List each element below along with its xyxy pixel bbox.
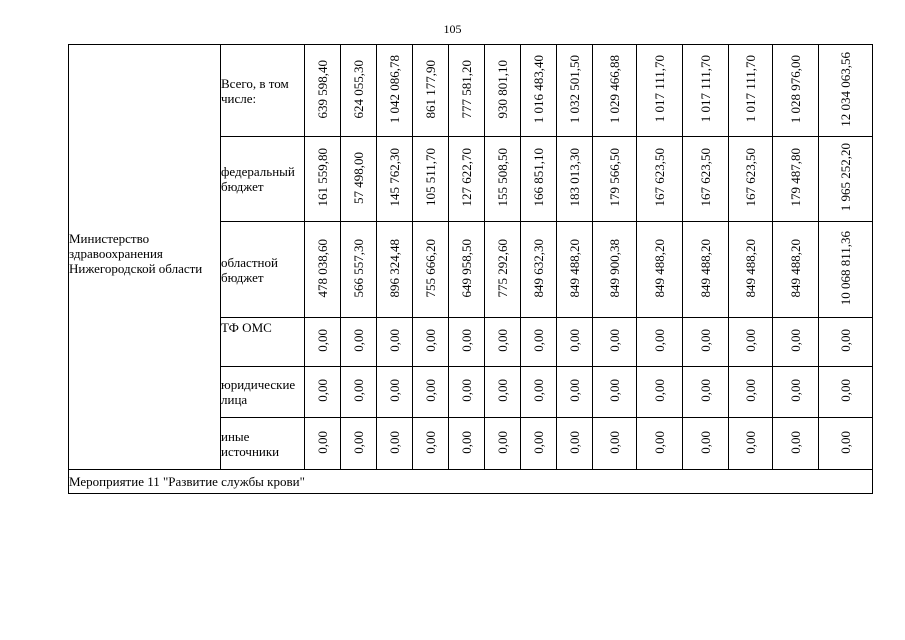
value-text: 0,00 (607, 329, 622, 352)
value-cell (637, 137, 683, 222)
value-text: 166 851,10 (531, 148, 546, 207)
value-text: 0,00 (652, 379, 667, 402)
organization-cell (69, 45, 221, 470)
value-text: 0,00 (351, 329, 366, 352)
value-text: 0,00 (495, 329, 510, 352)
value-cell (305, 222, 341, 318)
value-text: 145 762,30 (387, 148, 402, 207)
value-text: 0,00 (743, 379, 758, 402)
value-text: 0,00 (838, 329, 853, 352)
value-text: 0,00 (315, 329, 330, 352)
value-cell (773, 137, 819, 222)
value-text: 849 488,20 (743, 238, 758, 298)
value-text: 0,00 (531, 430, 546, 454)
value-cell (449, 367, 485, 418)
value-text: 57 498,00 (351, 151, 366, 204)
value-text: 0,00 (495, 379, 510, 402)
value-cell (449, 418, 485, 470)
value-cell (485, 222, 521, 318)
value-cell (449, 137, 485, 222)
value-cell (413, 367, 449, 418)
value-cell (557, 318, 593, 367)
value-cell (341, 318, 377, 367)
value-text: 0,00 (315, 430, 330, 454)
value-cell (485, 318, 521, 367)
value-text: 0,00 (788, 430, 803, 454)
value-cell (377, 318, 413, 367)
value-text: 167 623,50 (652, 148, 667, 207)
value-text: 0,00 (567, 329, 582, 352)
value-cell (729, 222, 773, 318)
value-text: 0,00 (743, 329, 758, 352)
event-title: Мероприятие 11 "Развитие службы крови" (69, 470, 873, 494)
value-text: 849 632,30 (531, 238, 546, 298)
value-cell (521, 222, 557, 318)
value-cell (729, 318, 773, 367)
value-text: 0,00 (788, 379, 803, 402)
value-cell (305, 367, 341, 418)
funding-source-label: федеральный бюджет (221, 137, 305, 222)
value-text: 896 324,48 (387, 238, 402, 298)
value-cell (485, 45, 521, 137)
value-cell (557, 367, 593, 418)
value-cell (377, 137, 413, 222)
value-text: 0,00 (652, 329, 667, 352)
value-text: 755 666,20 (423, 238, 438, 298)
value-text: 105 511,70 (423, 148, 438, 207)
value-text: 0,00 (459, 430, 474, 454)
value-text: 1 032 501,50 (567, 54, 582, 124)
value-cell (377, 222, 413, 318)
value-text: 849 900,38 (607, 238, 622, 298)
value-text: 775 292,60 (495, 238, 510, 298)
value-text: 167 623,50 (698, 148, 713, 207)
value-cell (377, 418, 413, 470)
value-text: 0,00 (531, 329, 546, 352)
value-text: 12 034 063,56 (838, 51, 853, 127)
value-cell (729, 367, 773, 418)
value-text: 0,00 (423, 379, 438, 402)
value-cell (413, 222, 449, 318)
value-cell (377, 367, 413, 418)
value-cell (413, 318, 449, 367)
value-text: 0,00 (607, 430, 622, 454)
event-row (69, 470, 873, 494)
value-text: 0,00 (652, 430, 667, 454)
value-text: 1 017 111,70 (743, 55, 758, 123)
value-cell (819, 137, 873, 222)
value-cell (593, 222, 637, 318)
value-text: 0,00 (423, 430, 438, 454)
value-cell (683, 222, 729, 318)
value-text: 849 488,20 (788, 238, 803, 298)
value-text: 0,00 (607, 379, 622, 402)
value-text: 0,00 (315, 379, 330, 402)
value-cell (819, 367, 873, 418)
value-cell (773, 45, 819, 137)
value-text: 10 068 811,36 (838, 230, 853, 306)
value-cell (637, 367, 683, 418)
value-cell (729, 137, 773, 222)
value-text: 0,00 (531, 379, 546, 402)
value-cell (521, 367, 557, 418)
value-text: 183 013,30 (567, 148, 582, 207)
value-text: 1 017 111,70 (652, 55, 667, 123)
value-text: 1 029 466,88 (607, 54, 622, 124)
value-cell (773, 367, 819, 418)
value-cell (521, 318, 557, 367)
value-cell (449, 318, 485, 367)
value-cell (637, 222, 683, 318)
budget-table (68, 44, 873, 494)
value-cell (683, 418, 729, 470)
value-text: 0,00 (387, 430, 402, 454)
value-cell (593, 318, 637, 367)
value-cell (557, 222, 593, 318)
value-text: 0,00 (387, 379, 402, 402)
value-cell (593, 367, 637, 418)
organization-name: Министерство здравоохранения Нижегородской области (69, 230, 203, 276)
value-text: 777 581,20 (459, 59, 474, 119)
value-text: 0,00 (495, 430, 510, 454)
value-cell (557, 45, 593, 137)
value-text: 849 488,20 (652, 238, 667, 298)
value-cell (557, 418, 593, 470)
value-cell (485, 367, 521, 418)
value-cell (683, 137, 729, 222)
value-cell (377, 45, 413, 137)
value-text: 0,00 (838, 379, 853, 402)
value-cell (683, 318, 729, 367)
value-cell (593, 418, 637, 470)
value-cell (773, 222, 819, 318)
value-text: 930 801,10 (495, 59, 510, 119)
value-text: 0,00 (459, 329, 474, 352)
value-text: 0,00 (423, 329, 438, 352)
value-cell (521, 45, 557, 137)
value-cell (341, 222, 377, 318)
value-text: 0,00 (838, 430, 853, 454)
value-text: 1 965 252,20 (838, 143, 853, 212)
value-cell (683, 45, 729, 137)
value-text: 0,00 (567, 379, 582, 402)
value-text: 1 042 086,78 (387, 54, 402, 124)
funding-source-label: областной бюджет (221, 222, 305, 318)
value-text: 0,00 (351, 379, 366, 402)
value-text: 127 622,70 (459, 148, 474, 207)
value-cell (819, 418, 873, 470)
value-text: 0,00 (743, 430, 758, 454)
value-text: 639 598,40 (315, 59, 330, 119)
value-text: 1 017 111,70 (698, 55, 713, 123)
value-text: 624 055,30 (351, 59, 366, 119)
value-cell (413, 137, 449, 222)
value-cell (485, 418, 521, 470)
value-cell (413, 45, 449, 137)
value-text: 179 487,80 (788, 148, 803, 207)
value-cell (305, 318, 341, 367)
value-cell (819, 45, 873, 137)
funding-source-label: юридические лица (221, 367, 305, 418)
value-text: 0,00 (459, 379, 474, 402)
value-cell (449, 45, 485, 137)
value-text: 0,00 (567, 430, 582, 454)
value-cell (593, 45, 637, 137)
value-cell (305, 45, 341, 137)
funding-source-label: ТФ ОМС (221, 318, 305, 367)
value-text: 0,00 (788, 329, 803, 352)
value-cell (305, 137, 341, 222)
value-text: 167 623,50 (743, 148, 758, 207)
value-cell (341, 45, 377, 137)
value-cell (341, 367, 377, 418)
value-cell (341, 137, 377, 222)
value-cell (819, 222, 873, 318)
value-text: 849 488,20 (567, 238, 582, 298)
value-text: 0,00 (698, 430, 713, 454)
value-cell (305, 418, 341, 470)
value-text: 161 559,80 (315, 148, 330, 207)
value-cell (637, 318, 683, 367)
value-text: 861 177,90 (423, 59, 438, 119)
value-cell (485, 137, 521, 222)
value-cell (521, 137, 557, 222)
value-text: 0,00 (351, 430, 366, 454)
value-text: 1 028 976,00 (788, 54, 803, 124)
value-text: 0,00 (698, 329, 713, 352)
value-cell (773, 318, 819, 367)
value-cell (593, 137, 637, 222)
value-cell (683, 367, 729, 418)
value-cell (819, 318, 873, 367)
value-text: 0,00 (698, 379, 713, 402)
value-cell (557, 137, 593, 222)
value-cell (773, 418, 819, 470)
value-text: 179 566,50 (607, 148, 622, 207)
value-cell (341, 418, 377, 470)
value-text: 478 038,60 (315, 238, 330, 298)
value-text: 566 557,30 (351, 238, 366, 298)
value-text: 155 508,50 (495, 148, 510, 207)
value-text: 1 016 483,40 (531, 54, 546, 124)
value-cell (521, 418, 557, 470)
page-number: 105 (443, 22, 462, 36)
value-cell (413, 418, 449, 470)
value-cell (729, 45, 773, 137)
value-cell (449, 222, 485, 318)
value-text: 0,00 (387, 329, 402, 352)
value-cell (637, 45, 683, 137)
value-cell (729, 418, 773, 470)
value-text: 849 488,20 (698, 238, 713, 298)
table-row-total (69, 45, 873, 137)
funding-source-label: Всего, в том числе: (221, 45, 305, 137)
value-text: 649 958,50 (459, 238, 474, 298)
value-cell (637, 418, 683, 470)
funding-source-label: иные источники (221, 418, 305, 470)
